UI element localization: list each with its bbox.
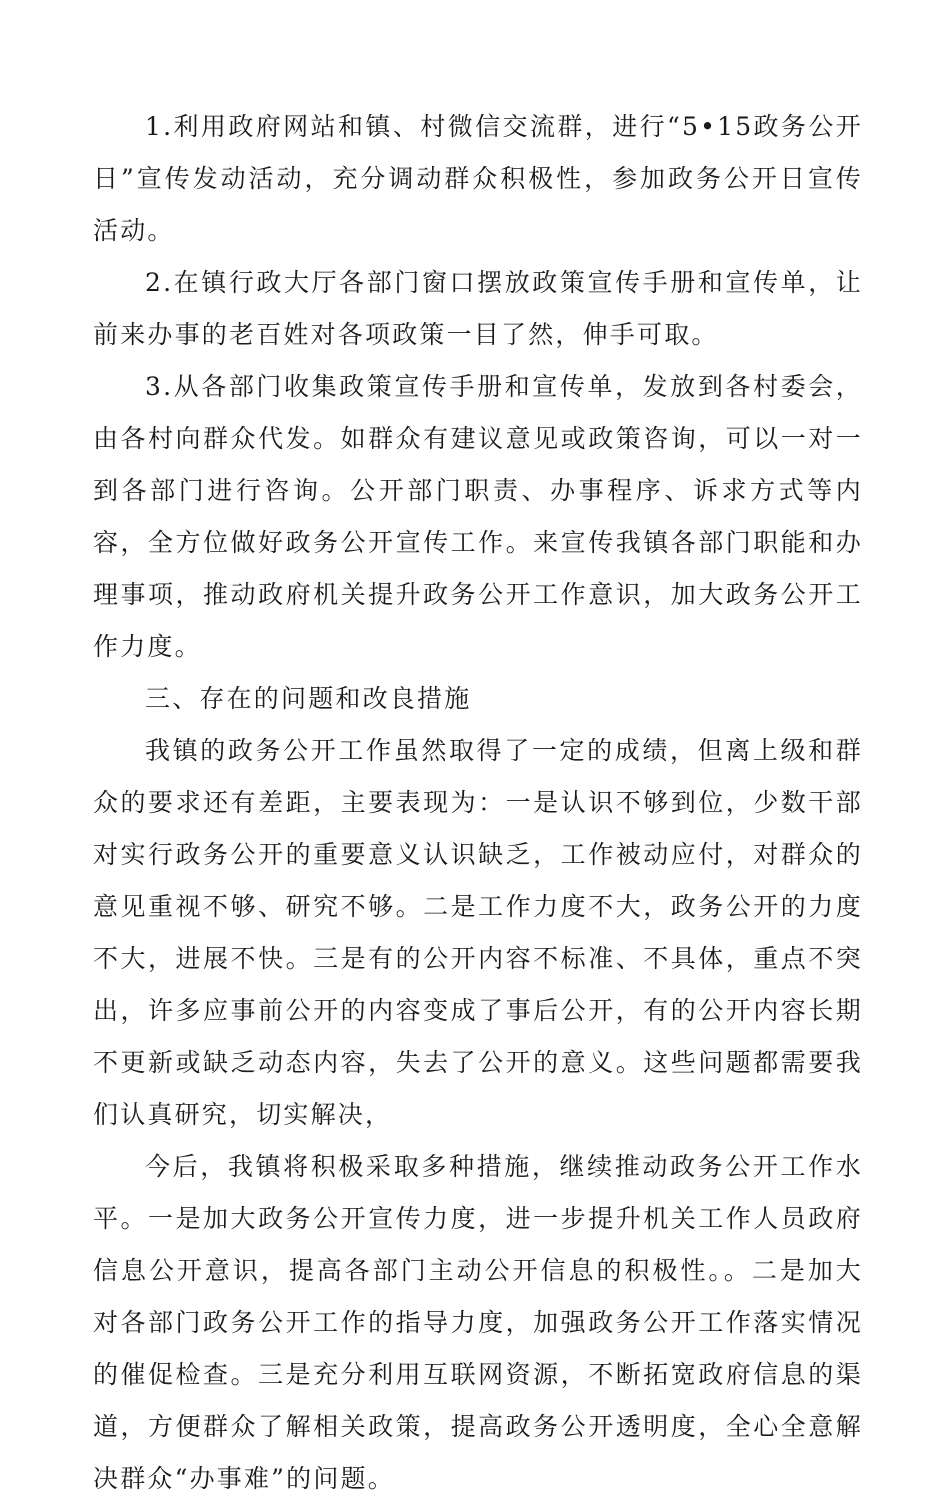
section-heading: 三、存在的问题和改良措施	[145, 684, 472, 713]
measures-paragraph: 今后，我镇将积极采取多种措施，继续推动政务公开工作水平。一是加大政务公开宣传力度，进一步提升机关工作人员政府信息公开意识，提高各部门主动公开信息的积极性。。二是加大对各部门政务公开工作的指导力度，加强政务公开工作落实情况的催促检查。三是充分利用互联网资源，不断拓宽政府信息的渠道，方便群众了解相关政策，提高政务公开透明度，全心全意解决群众“办事难”的问题。	[93, 1152, 863, 1493]
paragraph-item-1: 1.利用政府网站和镇、村微信交流群，进行“5•15政务公开日”宣传发动活动，充分调动群众积极性，参加政务公开日宣传活动。	[93, 112, 863, 245]
problems-paragraph: 我镇的政务公开工作虽然取得了一定的成绩，但离上级和群众的要求还有差距，主要表现为：一是认识不够到位，少数干部对实行政务公开的重要意义认识缺乏，工作被动应付，对群众的意见重视不够、研究不够。二是工作力度不大，政务公开的力度不大，进展不快。三是有的公开内容不标准、不具体，重点不突出，许多应事前公开的内容变成了事后公开，有的公开内容长期不更新或缺乏动态内容，失去了公开的意义。这些问题都需要我们认真研究，切实解决，	[93, 736, 863, 1129]
paragraph-item-3: 3.从各部门收集政策宣传手册和宣传单，发放到各村委会，由各村向群众代发。如群众有建议意见或政策咨询，可以一对一到各部门进行咨询。公开部门职责、办事程序、诉求方式等内容，全方位做好政务公开宣传工作。来宣传我镇各部门职能和办理事项，推动政府机关提升政务公开工作意识，加大政务公开工作力度。	[93, 372, 863, 661]
document-body	[93, 101, 863, 1505]
paragraph-item-2: 2.在镇行政大厅各部门窗口摆放政策宣传手册和宣传单，让前来办事的老百姓对各项政策一目了然，伸手可取。	[93, 268, 863, 349]
